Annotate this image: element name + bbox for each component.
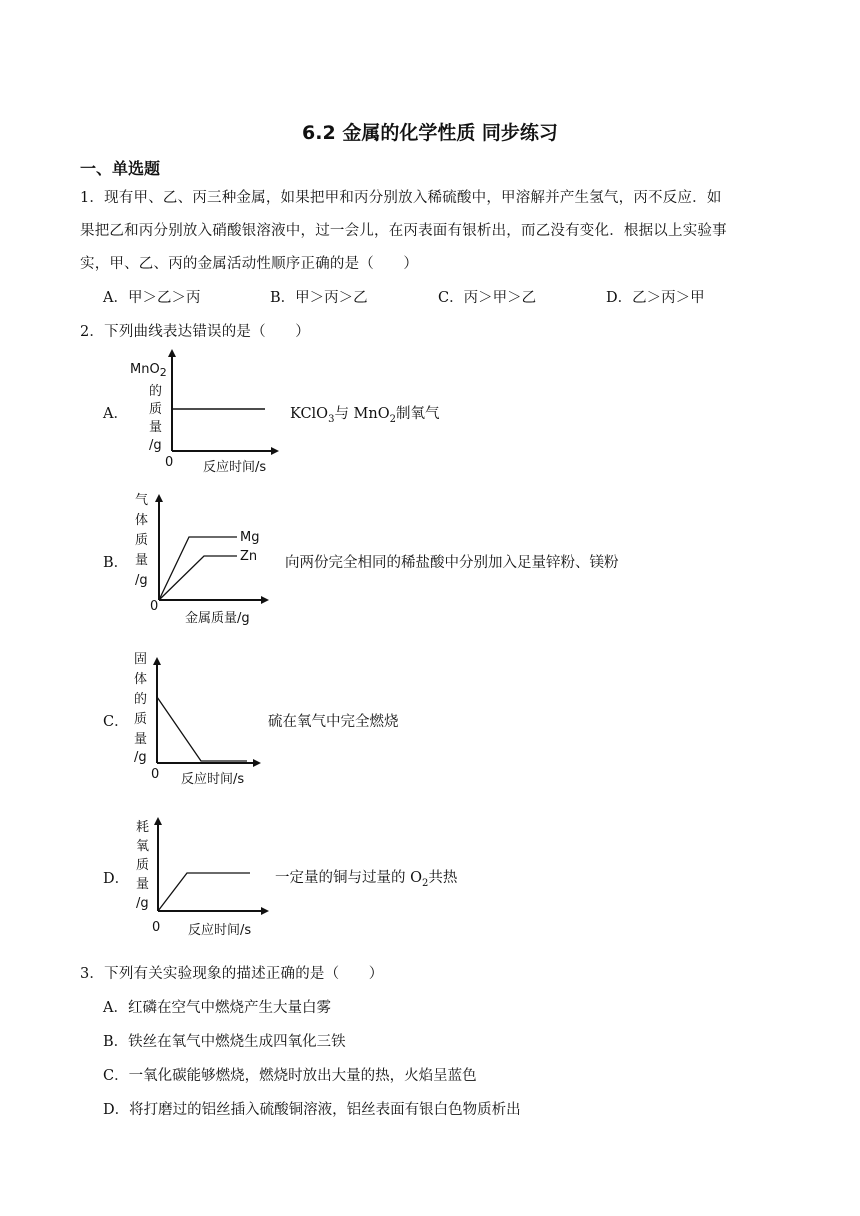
q2-option-a-label: A．: [103, 406, 128, 422]
chart-d-curve: [158, 873, 250, 911]
chart-c-solid-mass: [125, 645, 290, 790]
q2-option-c-label: C．: [103, 714, 129, 730]
chart-a-origin: 0: [165, 455, 174, 470]
chart-a-ylabel-char: 量: [149, 420, 163, 435]
chart-d-ylabel-char: /g: [136, 896, 149, 911]
chart-b-series-zn: [159, 556, 237, 600]
chart-c-ylabel-char: 量: [134, 732, 148, 747]
chart-a-ylabel-top: MnO$_2$: [130, 362, 167, 379]
chart-d-x-arrow: [261, 907, 269, 915]
chart-b-y-arrow: [155, 494, 163, 502]
chart-c-ylabel-char: 体: [134, 672, 148, 687]
q2-option-c-desc: 硫在氧气中完全燃烧: [268, 714, 399, 730]
chart-c-curve: [157, 697, 247, 761]
chart-d-xlabel: 反应时间/s: [188, 923, 252, 938]
q1-stem-line2: 果把乙和丙分别放入硝酸银溶液中，过一会儿，在丙表面有银析出，而乙没有变化．根据以上实验事: [80, 223, 727, 239]
chart-b-ylabel-char: /g: [135, 573, 148, 588]
chart-d-ylabel-char: 氧: [136, 839, 150, 854]
chart-c-ylabel-char: 固: [134, 652, 148, 667]
chart-d-ylabel-char: 耗: [136, 820, 150, 835]
chart-a-y-arrow: [168, 349, 176, 357]
chart-d-oxygen-consumed: [125, 805, 290, 945]
chart-b-ylabel-char: 量: [135, 553, 149, 568]
chart-d-y-arrow: [154, 817, 162, 825]
q1-option-b: B．甲＞丙＞乙: [270, 290, 368, 306]
q2-option-d-desc: 一定量的铜与过量的 $O_2$共热: [275, 870, 458, 889]
chart-a-ylabel-char: /g: [149, 438, 162, 453]
q2-option-b-desc: 向两份完全相同的稀盐酸中分别加入足量锌粉、镁粉: [285, 555, 619, 571]
chart-b-series-label-zn: Zn: [240, 549, 258, 564]
chart-c-origin: 0: [151, 767, 160, 782]
chart-b-origin: 0: [150, 599, 159, 614]
chart-d-ylabel-char: 质: [136, 858, 150, 873]
chart-b-gas-mass: [125, 488, 290, 628]
q3-option-c: C．一氧化碳能够燃烧，燃烧时放出大量的热，火焰呈蓝色: [103, 1068, 477, 1084]
chart-a-ylabel-char: 质: [149, 402, 163, 417]
chart-b-series-mg: [159, 537, 237, 600]
chart-d-ylabel-char: 量: [136, 877, 150, 892]
chart-c-ylabel-char: /g: [134, 750, 147, 765]
chart-c-ylabel-char: 的: [134, 692, 148, 707]
chart-a-x-arrow: [271, 447, 279, 455]
q3-option-a: A．红磷在空气中燃烧产生大量白雾: [103, 1000, 331, 1016]
chart-b-ylabel-char: 质: [135, 533, 149, 548]
chart-a-ylabel-char: 的: [149, 384, 163, 399]
chart-b-series-label-mg: Mg: [240, 530, 260, 545]
chart-c-x-arrow: [253, 759, 261, 767]
chart-b-xlabel: 金属质量/g: [185, 611, 250, 626]
chart-a-mno2-mass: [125, 345, 290, 475]
q1-option-a: A．甲＞乙＞丙: [103, 290, 201, 306]
chart-b-ylabel-char: 体: [135, 513, 149, 528]
chart-b-x-arrow: [261, 596, 269, 604]
q3-option-d: D．将打磨过的铝丝插入硫酸铜溶液，铝丝表面有银白色物质析出: [103, 1102, 521, 1118]
q3-option-b: B．铁丝在氧气中燃烧生成四氧化三铁: [103, 1034, 346, 1050]
chart-c-ylabel-char: 质: [134, 712, 148, 727]
q1-option-c: C．丙＞甲＞乙: [438, 290, 537, 306]
q1-option-d: D．乙＞丙＞甲: [606, 290, 705, 306]
chart-b-ylabel-char: 气: [135, 493, 149, 508]
chart-c-y-arrow: [153, 657, 161, 665]
q2-option-a-desc: KClO$_3$与 MnO$_2$制氧气: [290, 406, 440, 425]
q2-option-b-label: B．: [103, 555, 129, 571]
q3-stem: 3．下列有关实验现象的描述正确的是（ ）: [80, 966, 384, 982]
q1-stem-line1: 1．现有甲、乙、丙三种金属，如果把甲和丙分别放入稀硫酸中，甲溶解并产生氢气，丙不反应．如: [80, 190, 722, 206]
q1-stem-line3: 实，甲、乙、丙的金属活动性顺序正确的是（ ）: [80, 256, 419, 272]
chart-d-origin: 0: [152, 920, 161, 935]
chart-c-xlabel: 反应时间/s: [181, 772, 245, 787]
q2-option-d-label: D．: [103, 871, 130, 887]
chart-a-xlabel: 反应时间/s: [203, 460, 267, 475]
q2-stem: 2．下列曲线表达错误的是（ ）: [80, 324, 310, 340]
page-title: 6.2 金属的化学性质 同步练习: [302, 122, 558, 144]
section-heading: 一、单选题: [80, 159, 161, 178]
